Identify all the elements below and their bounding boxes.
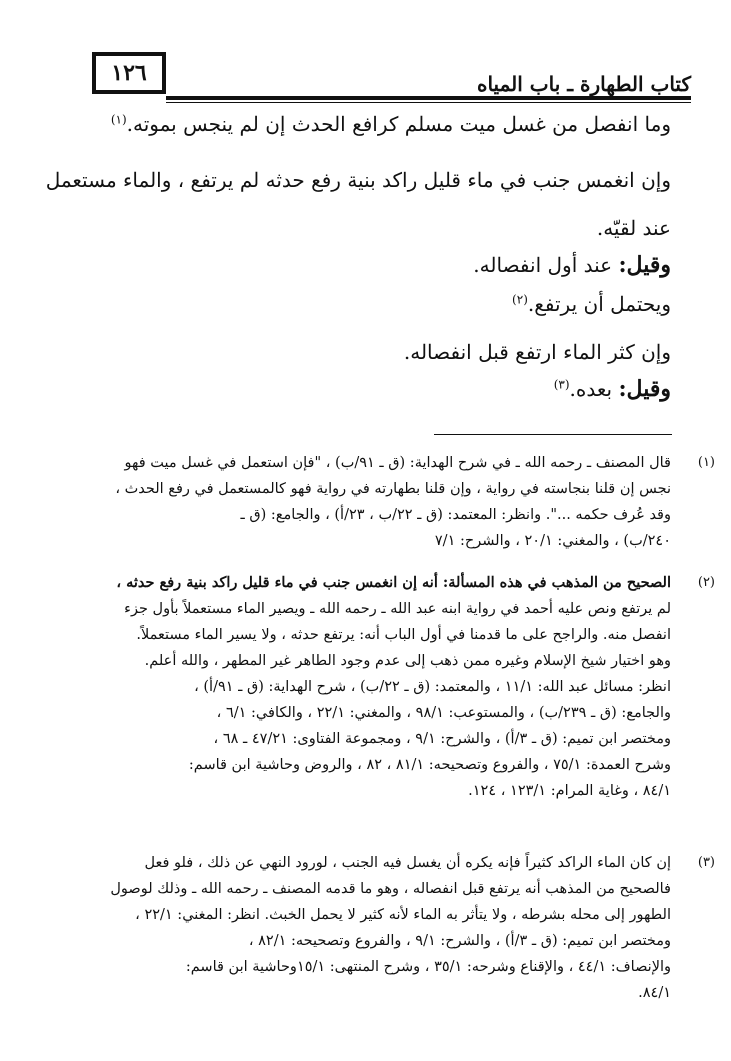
- footnote-line: نجس إن قلنا بنجاسته في رواية ، وإن قلنا بطهارته في رواية فهو كالمستعمل في رفع الحدث ،: [115, 481, 671, 497]
- footnote-number: (٣): [697, 855, 715, 870]
- main-line-1: وما انفصل من غسل ميت مسلم كرافع الحدث إن لم ينجس بموته.$^{(١)}$: [110, 112, 671, 136]
- footnote-ref-1: (١): [110, 112, 127, 127]
- footnote-line: ومختصر ابن تميم: (ق ـ ٣/أ) ، والشرح: ٩/١ ، والفروع وتصحيحه: ٨٢/١ ،: [248, 933, 671, 949]
- footnote-line: لم يرتفع ونص عليه أحمد في رواية ابنه عبد الله ـ رحمه الله ـ ويصير الماء مستعملاً بأول جزء: [124, 601, 671, 617]
- qila-label: وقيل:: [618, 252, 671, 278]
- footnote-line: ٢٤٠/ب) ، والمغني: ٢٠/١ ، والشرح: ٧/١: [434, 533, 671, 549]
- footnote-line: انظر: مسائل عبد الله: ١١/١ ، والمعتمد: (ق ـ ٢٢/ب) ، شرح الهداية: (ق ـ ٩١/أ) ،: [194, 679, 671, 695]
- footnote-line: انفصل منه. والراجح على ما قدمنا في أول الباب أنه: يرتفع حدثه ، ولا يسير الماء مستعملاً.: [136, 627, 671, 643]
- qila-label-2: وقيل:: [618, 376, 671, 402]
- footnote-line: ومختصر ابن تميم: (ق ـ ٣/أ) ، والشرح: ٩/١ ، ومجموعة الفتاوى: ٤٧/٢١ ـ ٦٨ ،: [213, 731, 671, 747]
- main-line-4: وقيل: عند أول انفصاله.: [473, 252, 671, 278]
- header-rule-thin: [166, 102, 691, 103]
- main-line-3: عند لقيّه.: [596, 216, 671, 240]
- footnote-line: فالصحيح من المذهب أنه يرتفع قبل انفصاله ، وهو ما قدمه المصنف ـ رحمه الله ـ وذلك لوصول: [110, 881, 671, 897]
- footnote-number: (١): [697, 455, 715, 470]
- footnote-ref-3: (٣): [553, 377, 570, 392]
- footnote-line: الصحيح من المذهب في هذه المسألة: أنه إن انغمس جنب في ماء قليل راكد بنية رفع حدثه ،: [116, 574, 671, 591]
- footnote-line: ٨٤/١ ، وغاية المرام: ١٢٣/١ ، ١٢٤.: [468, 783, 671, 799]
- footnote-separator: [434, 434, 672, 435]
- footnote-3: [82, 850, 715, 1006]
- page-number: ١٢٦: [111, 60, 147, 86]
- footnote-1: [82, 450, 715, 554]
- footnote-line: وشرح العمدة: ٧٥/١ ، والفروع وتصحيحه: ٨١/١ ، ٨٢ ، والروض وحاشية ابن قاسم:: [188, 757, 671, 773]
- footnote-line: والإنصاف: ٤٤/١ ، والإقناع وشرحه: ٣٥/١ ، وشرح المنتهى: ١٥/١وحاشية ابن قاسم:: [185, 959, 671, 975]
- header-rule: [166, 96, 691, 100]
- main-line-7: وقيل: بعده.$^{(٣)}$: [553, 376, 671, 402]
- main-line-6: وإن كثر الماء ارتفع قبل انفصاله.: [403, 340, 671, 364]
- footnote-line: والجامع: (ق ـ ٢٣٩/ب) ، والمستوعب: ٩٨/١ ، والمغني: ٢٢/١ ، والكافي: ٦/١ ،: [216, 705, 671, 721]
- footnote-line: وهو اختيار شيخ الإسلام وغيره ممن ذهب إلى عدم وجود الطاهر غير المطهر ، والله أعلم.: [144, 653, 671, 669]
- footnote-line: الطهور إلى محله بشرطه ، ولا يتأثر به الماء لأنه كثير لا يحمل الخبث. انظر: المغني: ٢٢/١ ،: [135, 907, 671, 923]
- footnote-ref-2: (٢): [512, 292, 528, 307]
- footnote-line: وقد عُرف حكمه ...". وانظر: المعتمد: (ق ـ ٢٢/ب ، ٢٣/أ) ، والجامع: (ق ـ: [240, 507, 671, 523]
- footnote-2: [82, 570, 715, 804]
- footnote-line: إن كان الماء الراكد كثيراً فإنه يكره أن يغسل فيه الجنب ، لورود النهي عن ذلك ، فلو فعل: [144, 855, 671, 871]
- footnote-line: قال المصنف ـ رحمه الله ـ في شرح الهداية: (ق ـ ٩١/ب) ، "فإن استعمل في غسل ميت فهو: [124, 455, 671, 471]
- footnote-line: ٨٤/١.: [638, 985, 671, 1001]
- page-number-box: [92, 52, 166, 94]
- page-header: [92, 52, 691, 102]
- footnote-number: (٢): [697, 575, 715, 590]
- main-line-2: وإن انغمس جنب في ماء قليل راكد بنية رفع حدثه لم يرتفع ، والماء مستعمل: [45, 168, 671, 192]
- running-title: كتاب الطهارة ـ باب المياه: [476, 72, 691, 96]
- main-line-5: ويحتمل أن يرتفع.$^{(٢)}$: [512, 292, 671, 316]
